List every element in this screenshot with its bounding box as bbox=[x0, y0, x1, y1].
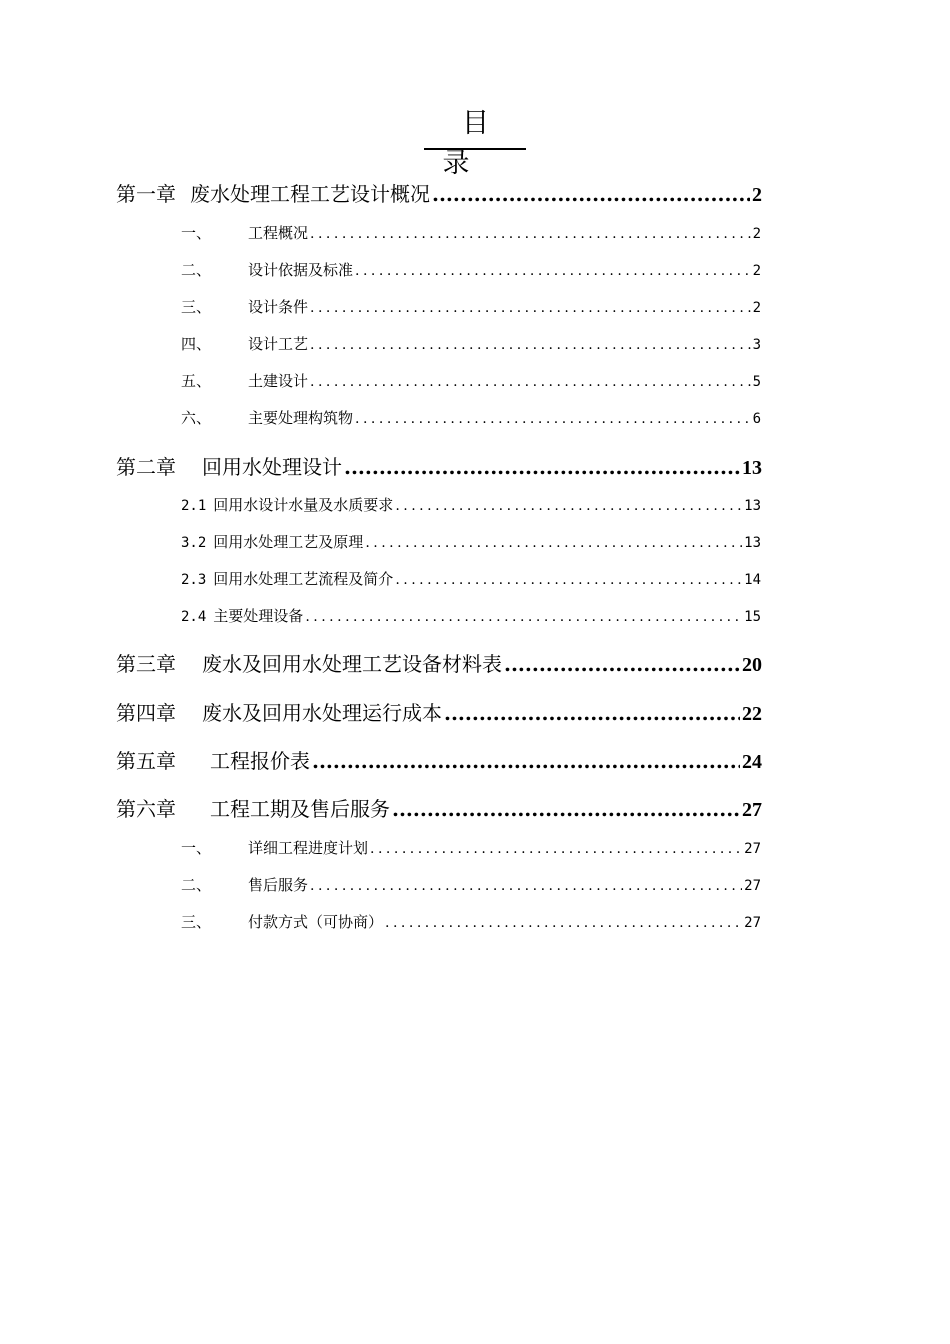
entry-number: 六、 bbox=[181, 409, 212, 427]
entry-page: 2 bbox=[752, 300, 761, 316]
entry-title: 主要处理设备 bbox=[213, 607, 304, 625]
chapter-page: 20 bbox=[742, 654, 762, 676]
toc-entry[interactable] bbox=[181, 568, 761, 589]
entry-page: 14 bbox=[744, 572, 761, 588]
toc-entry[interactable] bbox=[181, 370, 761, 391]
chapter-number: 第三章 bbox=[116, 652, 176, 676]
dot-leader bbox=[310, 374, 751, 390]
toc-entry[interactable] bbox=[181, 407, 761, 428]
toc-chapter-2[interactable] bbox=[116, 451, 762, 480]
dot-leader bbox=[444, 701, 740, 725]
entry-number: 2.3 bbox=[181, 572, 207, 588]
toc-chapter-1[interactable] bbox=[116, 178, 762, 207]
dot-leader bbox=[310, 878, 742, 894]
entry-title: 回用水处理工艺流程及简介 bbox=[213, 570, 394, 588]
toc-chapter-5[interactable] bbox=[116, 745, 762, 774]
entry-page: 27 bbox=[744, 841, 761, 857]
entry-page: 13 bbox=[744, 535, 761, 551]
dot-leader bbox=[355, 411, 751, 427]
chapter-page: 22 bbox=[742, 703, 762, 725]
entry-page: 2 bbox=[752, 263, 761, 279]
toc-entry[interactable] bbox=[181, 259, 761, 280]
toc-chapter-4[interactable] bbox=[116, 697, 762, 726]
chapter-title: 废水处理工程工艺设计概况 bbox=[190, 182, 430, 206]
dot-leader bbox=[395, 572, 742, 588]
dot-leader bbox=[310, 226, 751, 242]
chapter-page: 13 bbox=[742, 457, 762, 479]
entry-title: 设计工艺 bbox=[248, 335, 309, 353]
chapter-title: 废水及回用水处理工艺设备材料表 bbox=[202, 652, 502, 676]
entry-number: 3.2 bbox=[181, 535, 207, 551]
dot-leader bbox=[312, 749, 740, 773]
chapter-page: 27 bbox=[742, 799, 762, 821]
dot-leader bbox=[310, 337, 751, 353]
entry-number: 四、 bbox=[181, 335, 212, 353]
entry-title: 主要处理构筑物 bbox=[248, 409, 354, 427]
entry-title: 设计依据及标准 bbox=[248, 261, 354, 279]
dot-leader bbox=[310, 300, 751, 316]
chapter-title: 废水及回用水处理运行成本 bbox=[202, 701, 442, 725]
chapter-page: 2 bbox=[752, 184, 762, 206]
entry-number: 五、 bbox=[181, 372, 212, 390]
dot-leader bbox=[355, 263, 751, 279]
dot-leader bbox=[385, 915, 742, 931]
dot-leader bbox=[392, 797, 740, 821]
entry-title: 工程概况 bbox=[248, 224, 309, 242]
dot-leader bbox=[504, 652, 740, 676]
chapter-number: 第一章 bbox=[116, 182, 176, 206]
toc-entry[interactable] bbox=[181, 874, 761, 895]
entry-title: 回用水设计水量及水质要求 bbox=[213, 496, 394, 514]
entry-page: 13 bbox=[744, 498, 761, 514]
chapter-title: 工程报价表 bbox=[210, 749, 310, 773]
entry-page: 3 bbox=[752, 337, 761, 353]
chapter-title: 回用水处理设计 bbox=[202, 455, 342, 479]
entry-title: 设计条件 bbox=[248, 298, 309, 316]
toc-entry[interactable] bbox=[181, 494, 761, 515]
toc-chapter-3[interactable] bbox=[116, 648, 762, 677]
entry-number: 2.1 bbox=[181, 498, 207, 514]
entry-number: 二、 bbox=[181, 261, 212, 279]
dot-leader bbox=[365, 535, 742, 551]
toc-entry[interactable] bbox=[181, 605, 761, 626]
entry-number: 三、 bbox=[181, 913, 212, 931]
entry-page: 27 bbox=[744, 878, 761, 894]
toc-entry[interactable] bbox=[181, 296, 761, 317]
entry-page: 6 bbox=[752, 411, 761, 427]
entry-title: 土建设计 bbox=[248, 372, 309, 390]
toc-entry[interactable] bbox=[181, 837, 761, 858]
entry-number: 一、 bbox=[181, 839, 212, 857]
chapter-number: 第六章 bbox=[116, 797, 176, 821]
chapter-title: 工程工期及售后服务 bbox=[210, 797, 390, 821]
entry-number: 2.4 bbox=[181, 609, 207, 625]
toc-entry[interactable] bbox=[181, 911, 761, 932]
chapter-number: 第五章 bbox=[116, 749, 176, 773]
entry-title: 回用水处理工艺及原理 bbox=[213, 533, 364, 551]
entry-title: 付款方式（可协商） bbox=[248, 913, 384, 931]
toc-entry[interactable] bbox=[181, 222, 761, 243]
entry-page: 15 bbox=[744, 609, 761, 625]
entry-page: 5 bbox=[752, 374, 761, 390]
dot-leader bbox=[344, 455, 740, 479]
chapter-number: 第四章 bbox=[116, 701, 176, 725]
chapter-number: 第二章 bbox=[116, 455, 176, 479]
entry-number: 一、 bbox=[181, 224, 212, 242]
entry-number: 三、 bbox=[181, 298, 212, 316]
dot-leader bbox=[370, 841, 742, 857]
entry-title: 售后服务 bbox=[248, 876, 309, 894]
toc-entry[interactable] bbox=[181, 333, 761, 354]
toc-chapter-6[interactable] bbox=[116, 793, 762, 822]
entry-page: 2 bbox=[752, 226, 761, 242]
entry-page: 27 bbox=[744, 915, 761, 931]
dot-leader bbox=[305, 609, 742, 625]
entry-title: 详细工程进度计划 bbox=[248, 839, 369, 857]
entry-number: 二、 bbox=[181, 876, 212, 894]
toc-entry[interactable] bbox=[181, 531, 761, 552]
dot-leader bbox=[432, 182, 750, 206]
dot-leader bbox=[395, 498, 742, 514]
toc-title: 目 录 bbox=[424, 104, 526, 150]
chapter-page: 24 bbox=[742, 751, 762, 773]
